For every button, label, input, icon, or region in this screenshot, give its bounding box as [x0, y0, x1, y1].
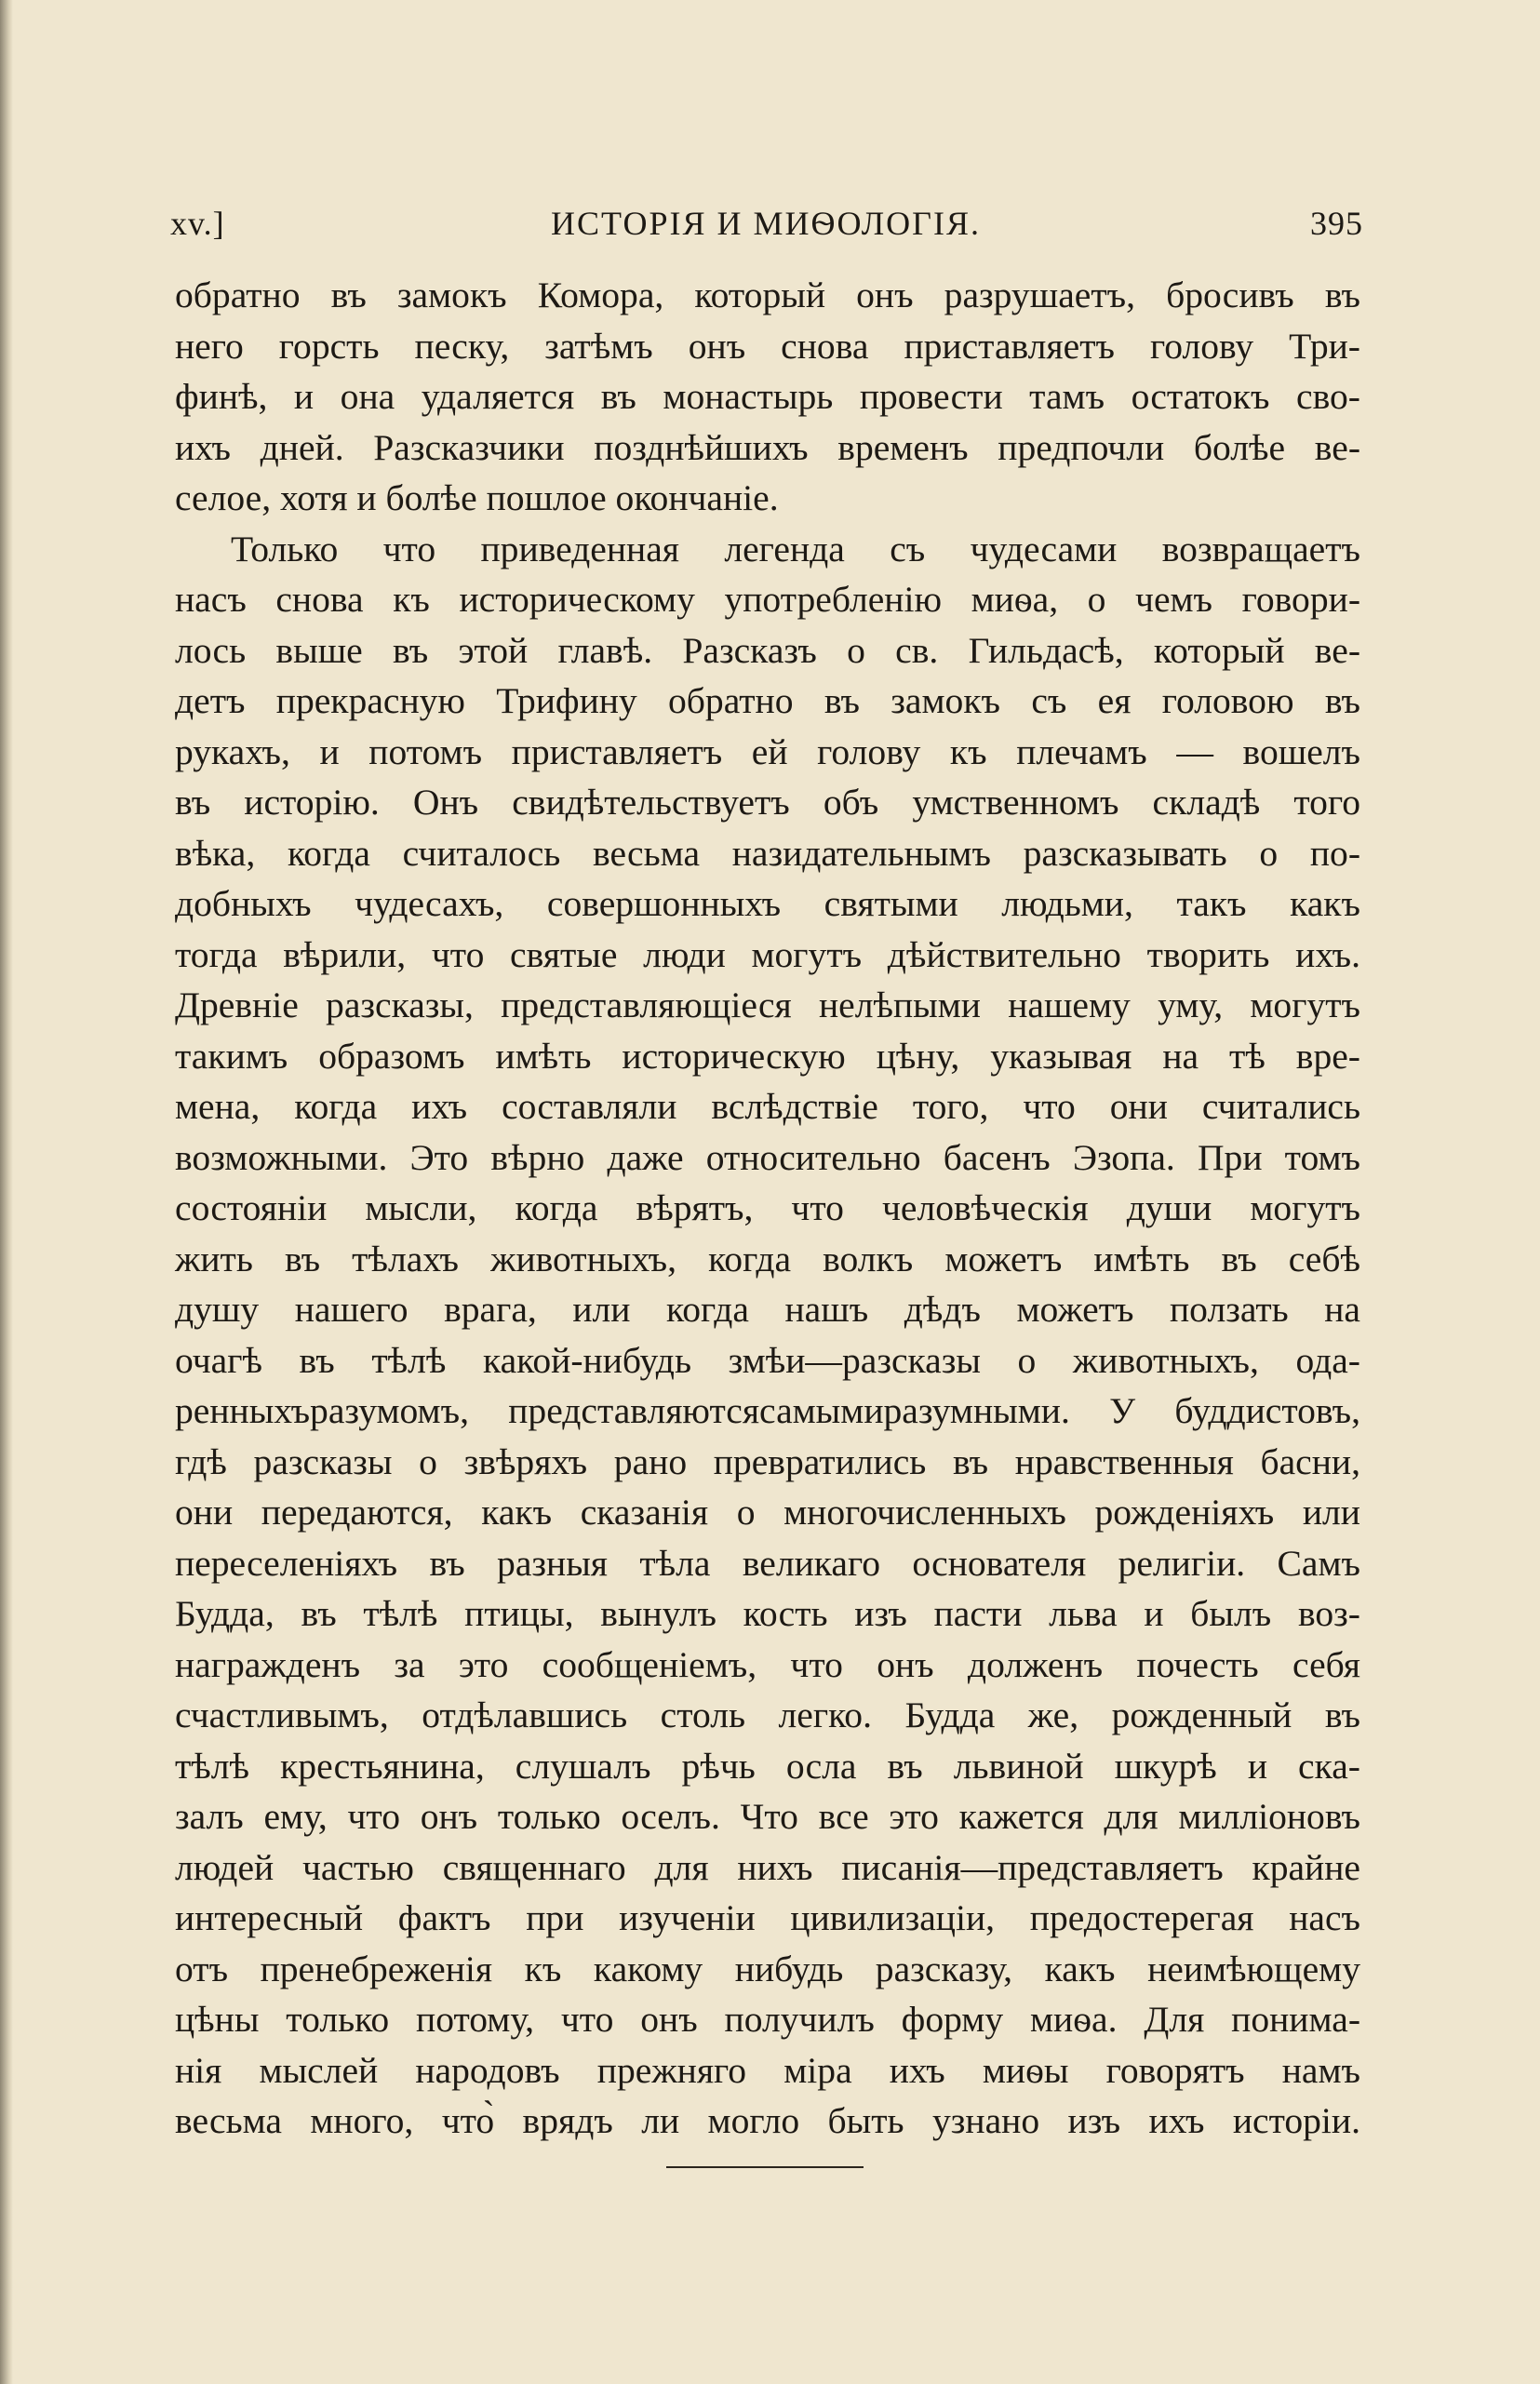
- text-line: тогда вѣрили, что святые люди могутъ дѣйствительно творить ихъ.: [175, 933, 1360, 975]
- text-line: рукахъ, и потомъ приставляетъ ей голову къ плечамъ — вошелъ: [175, 730, 1360, 772]
- text-line: селое, хотя и болѣе пошлое окончаніе.: [175, 477, 779, 518]
- running-title: ИСТОРІЯ И МИѲОЛОГІЯ.: [551, 205, 981, 242]
- body-text: [175, 270, 1360, 2147]
- text-line: возможными. Это вѣрно даже относительно басенъ Эзопа. При томъ: [175, 1136, 1360, 1178]
- text-line: гдѣ разсказы о звѣряхъ рано превратились въ нравственныя басни,: [175, 1440, 1360, 1482]
- text-line: очагѣ въ тѣлѣ какой-нибудь змѣи—разсказы о животныхъ, ода-: [175, 1339, 1360, 1381]
- text-line: него горсть песку, затѣмъ онъ снова приставляетъ голову Три-: [175, 325, 1360, 367]
- text-line: они передаются, какъ сказанія о многочисленныхъ рожденіяхъ или: [175, 1492, 1360, 1533]
- text-line: Только что приведенная легенда съ чудесами возвращаетъ: [231, 528, 1360, 569]
- text-line: вѣка, когда считалось весьма назидательнымъ разсказывать о по-: [175, 832, 1360, 874]
- text-line: добныхъ чудесахъ, совершонныхъ святыми людьми, такъ какъ: [175, 883, 1360, 924]
- text-line: жить въ тѣлахъ животныхъ, когда волкъ можетъ имѣть въ себѣ: [175, 1238, 1360, 1279]
- paragraph-main: [175, 524, 1360, 2147]
- closing-rule: [666, 2166, 864, 2168]
- text-line: счастливымъ, отдѣлавшись столь легко. Будда же, рожденный въ: [175, 1694, 1360, 1735]
- text-line: лось выше въ этой главѣ. Разсказъ о св. Гильдасѣ, который ве-: [175, 629, 1360, 671]
- text-line: мена, когда ихъ составляли вслѣдствіе того, что они считались: [175, 1086, 1360, 1127]
- page-number: 395: [1310, 205, 1363, 242]
- running-header: [170, 197, 1361, 249]
- text-line: детъ прекрасную Трифину обратно въ замокъ съ ея головою въ: [175, 680, 1360, 721]
- text-line: цѣны только потому, что онъ получилъ форму миѳа. Для понима-: [175, 1999, 1360, 2040]
- text-line: людей частью священнаго для нихъ писанія—представляетъ крайне: [175, 1846, 1360, 1888]
- text-line: весьма много, что̀ врядъ ли могло быть узнано изъ ихъ исторіи.: [175, 2100, 1360, 2141]
- text-line: залъ ему, что онъ только оселъ. Что все это кажется для милліоновъ: [175, 1796, 1360, 1837]
- text-line: состояніи мысли, когда вѣрятъ, что человѣческія души могутъ: [175, 1187, 1360, 1228]
- text-line: отъ пренебреженія къ какому нибудь разсказу, какъ неимѣющему: [175, 1948, 1360, 1989]
- text-line: Древніе разсказы, представляющіеся нелѣпыми нашему уму, могутъ: [175, 984, 1360, 1025]
- page-gutter-shadow: [0, 0, 13, 2384]
- text-line: нія мыслей народовъ прежняго міра ихъ миѳы говорятъ намъ: [175, 2049, 1360, 2091]
- text-line: ренныхъразумомъ, представляютсясамымиразумными. У буддистовъ,: [175, 1390, 1360, 1431]
- paragraph-continuation: [175, 270, 1360, 524]
- text-line: награжденъ за это сообщеніемъ, что онъ долженъ почесть себя: [175, 1643, 1360, 1685]
- text-line: ихъ дней. Разсказчики позднѣйшихъ временъ предпочли болѣе ве-: [175, 426, 1360, 468]
- text-line: переселеніяхъ въ разныя тѣла великаго основателя религіи. Самъ: [175, 1542, 1360, 1584]
- text-line: Будда, въ тѣлѣ птицы, вынулъ кость изъ пасти льва и былъ воз-: [175, 1593, 1360, 1634]
- section-number: xv.]: [170, 205, 225, 242]
- text-line: финѣ, и она удаляется въ монастырь провести тамъ остатокъ сво-: [175, 376, 1360, 417]
- text-line: въ исторію. Онъ свидѣтельствуетъ объ умственномъ складѣ того: [175, 782, 1360, 823]
- text-line: такимъ образомъ имѣть историческую цѣну, указывая на тѣ вре-: [175, 1035, 1360, 1077]
- text-line: насъ снова къ историческому употребленію миѳа, о чемъ говори-: [175, 579, 1360, 620]
- text-line: обратно въ замокъ Комора, который онъ разрушаетъ, бросивъ въ: [175, 275, 1360, 315]
- text-line: интересный фактъ при изученіи цивилизаціи, предостерегая насъ: [175, 1897, 1360, 1938]
- text-line: душу нашего врага, или когда нашъ дѣдъ можетъ ползать на: [175, 1289, 1360, 1330]
- text-line: тѣлѣ крестьянина, слушалъ рѣчь осла въ львиной шкурѣ и ска-: [175, 1745, 1360, 1787]
